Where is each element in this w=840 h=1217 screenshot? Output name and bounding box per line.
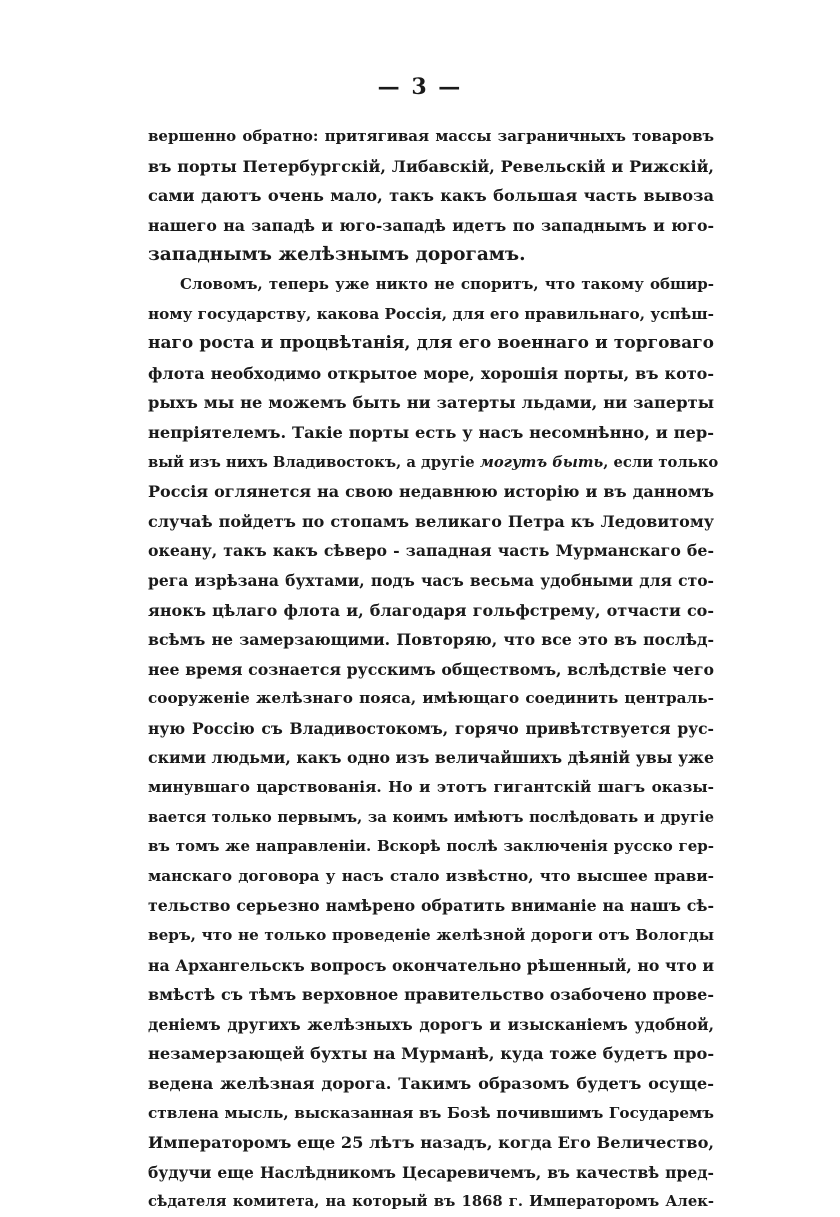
body-text [148, 122, 719, 1217]
text-line: западнымъ желѣзнымъ дорогамъ. [148, 244, 526, 266]
text-line: Императоромъ еще 25 лѣтъ назадъ, когда Его Величество, [148, 1133, 715, 1153]
text-line: веръ, что не только проведеніе желѣзной дороги отъ Вологды [148, 926, 714, 945]
text-line: янокъ цѣлаго флота и, благодаря гольфстрему, отчасти со- [148, 600, 714, 620]
text-line: деніемъ другихъ желѣзныхъ дорогъ и изысканіемъ удобной, [148, 1014, 714, 1034]
text-line: ную Россію съ Владивостокомъ, горячо привѣтствуется рус- [148, 718, 714, 738]
text-line: рега изрѣзана бухтами, подъ часъ весьма удобными для сто- [148, 570, 714, 590]
text-line: сами даютъ очень мало, такъ какъ большая часть вывоза [148, 186, 714, 206]
text-line: вершенно обратно: притягивая массы заграничныхъ товаровъ [148, 127, 714, 145]
text-line: вый изъ нихъ Владивостокъ, а другіе могутъ быть, если только [148, 453, 719, 471]
text-line: манскаго договора у насъ стало извѣстно, что высшее прави- [148, 866, 714, 885]
text-line: скими людьми, какъ одно изъ величайшихъ дѣяній увы уже [148, 748, 714, 768]
text-line: случаѣ пойдетъ по стопамъ великаго Петра къ Ледовитому [148, 511, 714, 531]
text-line: рыхъ мы не можемъ быть ни затерты льдами, ни заперты [148, 393, 714, 413]
text-line: ному государству, какова Россія, для его правильнаго, успѣш- [148, 304, 714, 323]
text-line: вается только первымъ, за коимъ имѣютъ послѣдовать и другіе [148, 808, 714, 826]
paragraph-start-line: Словомъ, теперь уже никто не споритъ, что такому обшир- [180, 274, 714, 293]
text-line: незамерзающей бухты на Мурманѣ, куда тоже будетъ про- [148, 1044, 715, 1064]
text-line: въ томъ же направленіи. Вскорѣ послѣ заключенія русско гер- [148, 837, 714, 856]
text-line: сѣдателя комитета, на который въ 1868 г. Императоромъ Алек- [148, 1193, 714, 1211]
text-line: нее время сознается русскимъ обществомъ, вслѣдствіе чего [148, 659, 714, 679]
italic-phrase: могутъ быть [479, 453, 604, 471]
text-line: всѣмъ не замерзающими. Повторяю, что все это въ послѣд- [148, 630, 714, 650]
text-line: тельство серьезно намѣрено обратить вниманіе на нашъ сѣ- [148, 896, 714, 916]
text-line: непріятелемъ. Такіе порты есть у насъ несомнѣнно, и пер- [148, 422, 714, 442]
text-line: ведена желѣзная дорога. Такимъ образомъ будетъ осуще- [148, 1074, 714, 1093]
text-line: вмѣстѣ съ тѣмъ верховное правительство озабочено прове- [148, 985, 714, 1005]
text-line: будучи еще Наслѣдникомъ Цесаревичемъ, въ качествѣ пред- [148, 1162, 714, 1182]
text-line: ствлена мысль, высказанная въ Бозѣ почившимъ Государемъ [148, 1103, 714, 1122]
text-line: наго роста и процвѣтанія, для его военнаго и торговаго [148, 333, 714, 354]
text-line: минувшаго царствованія. Но и этотъ гигантскій шагъ оказы- [148, 778, 714, 797]
text-line: флота необходимо открытое море, хорошія порты, въ кото- [148, 363, 714, 383]
text-line: океану, такъ какъ сѣверо - западная часть Мурманскаго бе- [148, 541, 714, 561]
page-number: — 3 — [377, 74, 463, 100]
text-line: нашего на западѣ и юго-западѣ идетъ по западнымъ и юго- [148, 215, 714, 235]
text-line: Россія оглянется на свою недавнюю исторію и въ данномъ [148, 482, 714, 502]
text-line: въ порты Петербургскій, Либавскій, Ревельскій и Рижскій, [148, 156, 714, 176]
text-line: сооруженіе желѣзнаго пояса, имѣющаго соединить централь- [148, 689, 714, 708]
text-line: на Архангельскъ вопросъ окончательно рѣшенный, но что и [148, 955, 714, 975]
